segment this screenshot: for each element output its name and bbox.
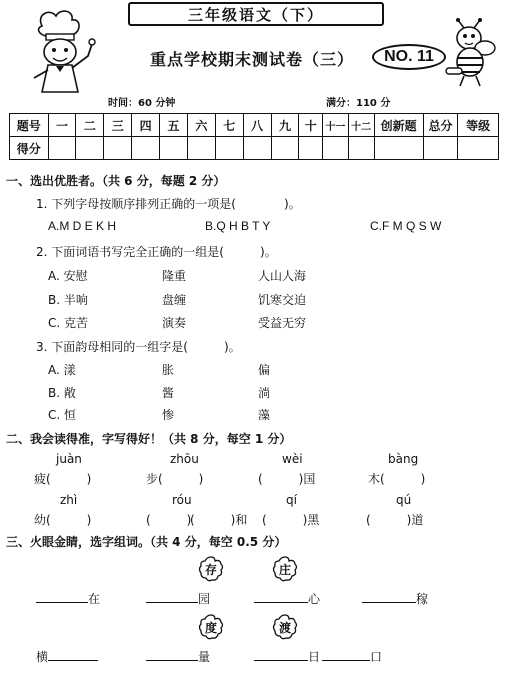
q3-char: 藻: [258, 408, 271, 422]
word-char: 园: [198, 592, 211, 606]
flower-character-icon: [198, 556, 224, 582]
section-1-title: 一、选出优胜者。（共 6 分，每题 2 分）: [6, 174, 226, 188]
word-blank-row2[interactable]: [322, 648, 382, 665]
q1-option-a[interactable]: A.M D E K H: [48, 219, 117, 233]
flower-character: 存: [204, 562, 217, 577]
fill-blank[interactable]: ( )道: [366, 513, 424, 527]
table-cell: 八: [243, 114, 271, 137]
word-char: 在: [88, 592, 101, 606]
blank-line[interactable]: [254, 648, 308, 661]
table-row-scores: [10, 137, 499, 160]
table-cell: 四: [132, 114, 160, 137]
table-cell: 五: [160, 114, 188, 137]
table-cell: 七: [215, 114, 243, 137]
pinyin-label: róu: [172, 493, 192, 507]
table-cell: 总分: [423, 114, 457, 137]
score-cell[interactable]: [215, 137, 243, 160]
table-cell: 得分: [10, 137, 49, 160]
pinyin-label: zhōu: [170, 452, 199, 466]
fill-blank[interactable]: ( )和: [190, 513, 248, 527]
banner-text: 三年级语文（下）: [187, 5, 324, 24]
blank-line[interactable]: [48, 648, 98, 661]
flower-character-icon: [272, 556, 298, 582]
table-cell: 十: [299, 114, 323, 137]
q2-option-a[interactable]: A. 安慰: [48, 269, 88, 283]
blank-line[interactable]: [254, 590, 308, 603]
flower-character: 渡: [278, 620, 291, 635]
flower-character: 度: [204, 620, 217, 635]
word-char: 口: [370, 650, 383, 664]
score-cell[interactable]: [243, 137, 271, 160]
paper-number: NO. 11: [384, 48, 434, 65]
table-cell: 三: [104, 114, 132, 137]
table-cell: 二: [76, 114, 104, 137]
word-blank-row1[interactable]: [36, 590, 100, 607]
q2-option-c[interactable]: C. 克苦: [48, 316, 89, 330]
score-cell[interactable]: [76, 137, 104, 160]
table-cell: 一: [48, 114, 76, 137]
word-blank-row2[interactable]: [146, 648, 210, 665]
blank-line[interactable]: [362, 590, 416, 603]
q3-option-a[interactable]: A. 漾: [48, 363, 76, 377]
blank-line[interactable]: [146, 590, 198, 603]
table-cell: 十一: [323, 114, 349, 137]
fill-blank[interactable]: ( )黑: [262, 513, 320, 527]
score-cell[interactable]: [458, 137, 499, 160]
score-cell[interactable]: [187, 137, 215, 160]
table-cell: 题号: [10, 114, 49, 137]
word-blank-row1[interactable]: [254, 590, 320, 607]
fill-blank[interactable]: ( )国: [258, 472, 316, 486]
q1-option-c[interactable]: C.F M Q S W: [370, 219, 442, 233]
word-blank-row2[interactable]: [36, 648, 98, 665]
q2-word: 受益无穷: [258, 316, 307, 330]
score-cell[interactable]: [271, 137, 299, 160]
q2-word: 盘缠: [162, 293, 187, 307]
q3-char: 偏: [258, 363, 271, 377]
flower-character-icon: [272, 614, 298, 640]
q3-option-b[interactable]: B. 敞: [48, 386, 76, 400]
q2-stem: 2. 下面词语书写完全正确的一组是( )。: [36, 245, 277, 259]
q2-word: 隆重: [162, 269, 187, 283]
q3-char: 胀: [162, 363, 175, 377]
q3-char: 惨: [162, 408, 175, 422]
score-cell[interactable]: [374, 137, 423, 160]
grade-subject-banner: [128, 2, 384, 26]
q1-option-b[interactable]: B.Q H B T Y: [205, 219, 271, 233]
pinyin-label: juàn: [56, 452, 82, 466]
chef-cartoon-icon: [20, 8, 100, 96]
word-char: 日: [308, 650, 321, 664]
exam-title: 重点学校期末测试卷（三）: [150, 50, 355, 69]
q3-char: 淌: [258, 386, 271, 400]
table-cell: 六: [187, 114, 215, 137]
section-2-title: 二、我会读得准，字写得好！（共 8 分，每空 1 分）: [6, 432, 292, 446]
q2-word: 饥寒交迫: [258, 293, 307, 307]
score-cell[interactable]: [104, 137, 132, 160]
q3-option-c[interactable]: C. 恒: [48, 408, 77, 422]
blank-line[interactable]: [36, 590, 88, 603]
score-cell[interactable]: [299, 137, 323, 160]
word-blank-row1[interactable]: [362, 590, 428, 607]
fill-blank[interactable]: 幼( ): [34, 513, 92, 527]
blank-line[interactable]: [322, 648, 370, 661]
fill-blank[interactable]: 木( ): [368, 472, 426, 486]
section-3-title: 三、火眼金睛，选字组词。（共 4 分，每空 0.5 分）: [6, 535, 287, 549]
q2-option-b[interactable]: B. 半响: [48, 293, 88, 307]
word-char: 量: [198, 650, 211, 664]
score-cell[interactable]: [48, 137, 76, 160]
word-char: 横: [36, 650, 49, 664]
fill-blank[interactable]: 疲( ): [34, 472, 92, 486]
exam-time: 时间：60 分钟: [108, 98, 176, 109]
fill-blank[interactable]: ( ): [146, 513, 192, 527]
pinyin-label: bàng: [388, 452, 419, 466]
word-char: 心: [308, 592, 321, 606]
score-table: [9, 113, 499, 160]
word-blank-row2[interactable]: [254, 648, 320, 665]
pinyin-label: zhì: [60, 493, 78, 507]
bee-cartoon-icon: [440, 18, 502, 88]
paper-number-badge: [372, 44, 446, 70]
full-score: 满分：110 分: [326, 98, 391, 109]
q1-stem: 1. 下列字母按顺序排列正确的一项是( )。: [36, 197, 301, 211]
table-cell: 创新题: [374, 114, 423, 137]
blank-line[interactable]: [146, 648, 198, 661]
q2-word: 演奏: [162, 316, 187, 330]
q3-char: 酱: [162, 386, 175, 400]
pinyin-label: qí: [286, 493, 297, 507]
q3-stem: 3. 下面韵母相同的一组字是( )。: [36, 340, 241, 354]
table-cell: 九: [271, 114, 299, 137]
table-row-question-numbers: [10, 114, 499, 137]
flower-character: 庄: [278, 562, 291, 577]
fill-blank[interactable]: 步( ): [146, 472, 204, 486]
flower-character-icon: [198, 614, 224, 640]
score-cell[interactable]: [323, 137, 349, 160]
pinyin-label: wèi: [282, 452, 303, 466]
score-cell[interactable]: [132, 137, 160, 160]
score-cell[interactable]: [348, 137, 374, 160]
score-cell[interactable]: [423, 137, 457, 160]
score-cell[interactable]: [160, 137, 188, 160]
table-cell: 等级: [458, 114, 499, 137]
pinyin-label: qú: [396, 493, 412, 507]
table-cell: 十二: [348, 114, 374, 137]
word-char: 稼: [416, 592, 429, 606]
q2-word: 人山人海: [258, 269, 307, 283]
word-blank-row1[interactable]: [146, 590, 210, 607]
